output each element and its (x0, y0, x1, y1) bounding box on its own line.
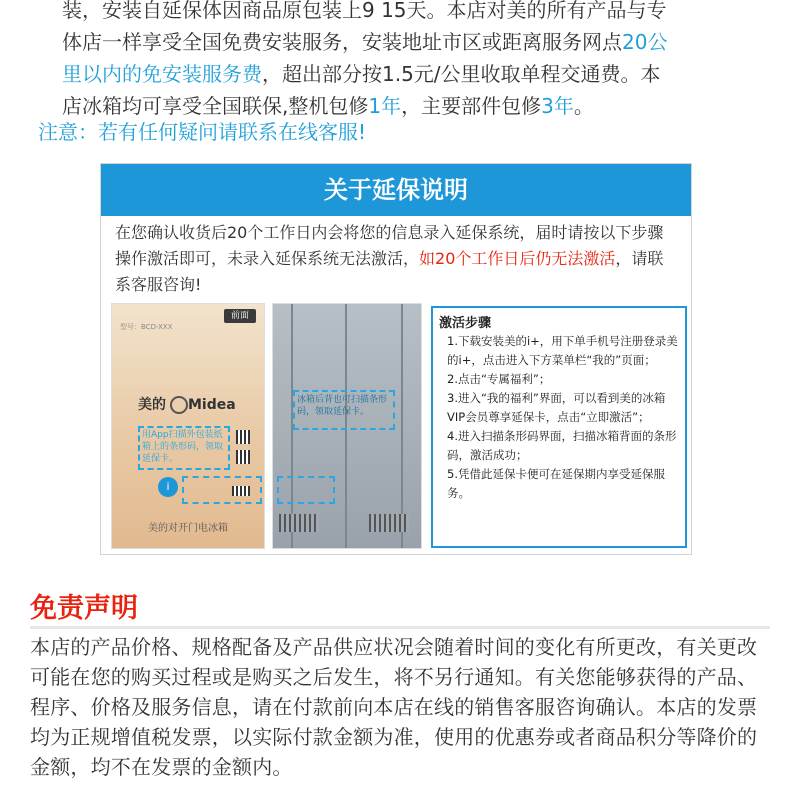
warranty-years-whole: 1年 (368, 94, 402, 118)
disclaimer-title: 免责声明 (30, 593, 138, 624)
step-item: 1.下载安装美的i+，用下单手机号注册登录美的i+，点击进入下方菜单栏“我的”页面； (447, 334, 678, 367)
service-line-2-text: 体店一样享受全国免费安装服务，安装地址市区或距离服务网点 (62, 30, 622, 54)
back-vent-left (279, 514, 319, 532)
divider (30, 626, 770, 629)
free-install-highlight: 里以内的免安装服务费 (62, 62, 262, 86)
step-item: 3.进入“我的福利”界面，可以看到美的冰箱VIP会员尊享延保卡，点击“立即激活”； (447, 391, 666, 424)
service-paragraph (62, 0, 762, 122)
service-line-1: 装，安装自延保体因商品原包装上9 15天。本店对美的所有产品与专 (62, 0, 667, 22)
brand-en: Midea (188, 397, 236, 413)
front-scan-text: 用App扫描外包装纸箱上的条形码，领取延保卡。 (142, 430, 224, 464)
front-barcode-callout (182, 476, 262, 504)
step-item: 5.凭借此延保卡便可在延保期内享受延保服务。 (447, 467, 665, 500)
step-item: 2.点击“专属福利”； (447, 372, 551, 386)
barcode-icon (232, 486, 250, 496)
qr-code-icon (236, 430, 250, 444)
brand-cn: 美的 (138, 397, 166, 413)
service-line-3-text: ，超出部分按1.5元/公里收取单程交通费。本 (262, 62, 661, 86)
service-distance: 20公 (622, 30, 668, 54)
warranty-years-parts: 3年 (541, 94, 574, 118)
activation-steps (431, 306, 687, 548)
contact-notice: 注意：若有任何疑问请联系在线客服! (38, 120, 367, 144)
warranty-description (115, 220, 679, 298)
model-text: 型号：BCD-XXX (120, 323, 173, 331)
steps-title: 激活步骤 (439, 316, 492, 331)
midea-logo (138, 394, 236, 414)
app-icon: i (158, 477, 178, 497)
fridge-front-image (111, 303, 265, 549)
service-line-2 (62, 26, 762, 58)
midea-circle-icon (170, 396, 188, 414)
back-barcode-callout (277, 476, 335, 504)
back-vent-right (369, 514, 409, 532)
warranty-text-c: 。 (573, 94, 594, 118)
warranty-title: 关于延保说明 (101, 164, 691, 216)
fridge-back-image (272, 303, 422, 549)
warranty-text-b: ，主要部件包修 (401, 94, 542, 118)
disclaimer-text: 本店的产品价格、规格配备及产品供应状况会随着时间的变化有所更改，有关更改可能在您的购买过程或是购买之后发生，将不另行通知。有关您能够获得的产品、程序、价格及服务信息，请在付款前向本店在线的销售客服咨询确认。本店的发票均为正规增值税发票，以实际付款金额为准，使用的优惠券或者商品积分等降价的金额，均不在发票的金额内。 (30, 635, 758, 779)
warranty-text-a: 店冰箱均可享受全国联保,整机包修 (62, 94, 369, 118)
extended-warranty-panel (100, 163, 692, 555)
warranty-red-note: 如20个工作日后仍无法激活 (419, 249, 616, 268)
warranty-description-text: 在您确认收货后20个工作日内会将您的信息录入延保系统，届时请按以下步骤操作激活即可，未录入延保系统无法激活， (115, 223, 664, 268)
back-seam-right (401, 304, 403, 548)
front-tag: 前面 (224, 309, 256, 323)
steps-list (447, 332, 679, 503)
service-line-3 (62, 58, 762, 90)
warranty-description-end: ，请联系客服咨询! (115, 249, 664, 294)
step-item: 4.进入扫描条形码界面，扫描冰箱背面的条形码，激活成功； (447, 429, 677, 462)
qr-code-icon-2 (236, 450, 250, 464)
product-label: 美的对开门电冰箱 (148, 523, 228, 534)
back-scan-text: 冰箱后背也可扫描条形码，领取延保卡。 (297, 395, 388, 417)
